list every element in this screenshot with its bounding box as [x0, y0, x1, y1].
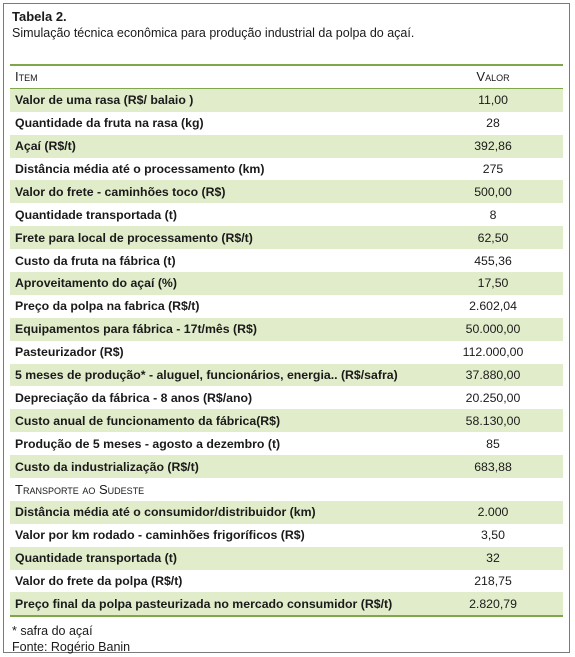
table-row — [10, 547, 563, 570]
row-value: 85 — [486, 436, 500, 451]
row-item: Distância média até o processamento (km) — [15, 162, 265, 176]
row-value: 2.000 — [477, 505, 509, 520]
table-row — [10, 364, 563, 387]
row-item: Custo anual de funcionamento da fábrica(R$) — [15, 413, 281, 428]
section-title: Transporte ao Sudeste — [15, 481, 145, 497]
row-item: Valor do frete - caminhões toco (R$) — [15, 184, 226, 199]
table-row — [10, 226, 563, 249]
table-row — [10, 318, 563, 341]
row-item: Equipamentos para fábrica - 17t/mês (R$) — [15, 322, 257, 337]
row-item: Valor de uma rasa (R$/ balaio ) — [15, 93, 194, 108]
row-item: Distância média até o consumidor/distribuidor (km) — [15, 505, 316, 520]
row-value: 275 — [482, 162, 504, 176]
table-row — [10, 570, 563, 593]
row-value: 11,00 — [478, 93, 508, 108]
table-subtitle: Simulação técnica econômica para produção industrial da polpa do açaí. — [12, 26, 415, 40]
row-item: Quantidade da fruta na rasa (kg) — [15, 116, 204, 131]
row-value: 32 — [486, 551, 500, 566]
section-title-row — [10, 478, 563, 501]
table-row — [10, 89, 563, 112]
row-item: Produção de 5 meses - agosto a dezembro (t) — [15, 436, 281, 451]
row-value: 2.602,04 — [469, 299, 517, 314]
row-value: 218,75 — [474, 574, 512, 589]
table-frame — [3, 3, 570, 653]
row-item: Valor por km rodado - caminhões frigoríficos (R$) — [15, 528, 305, 543]
table-row — [10, 386, 563, 409]
row-value: 58.130,00 — [465, 413, 521, 428]
table-row — [10, 341, 563, 364]
source-note: Fonte: Rogério Banin — [12, 640, 131, 654]
table-row — [10, 180, 563, 203]
row-item: Aproveitamento do açaí (%) — [15, 276, 177, 291]
row-value: 683,88 — [474, 459, 512, 474]
table-row — [10, 432, 563, 455]
footnote: * safra do açaí — [12, 624, 93, 638]
table-row — [10, 249, 563, 272]
column-header-item: Item — [15, 69, 38, 85]
row-value: 8 — [489, 207, 497, 222]
table-row — [10, 135, 563, 158]
row-value: 2.820,79 — [469, 596, 517, 611]
row-item: Custo da fruta na fábrica (t) — [15, 253, 176, 268]
row-item: Preço da polpa na fabrica (R$/t) — [15, 299, 200, 314]
table-row — [10, 295, 563, 318]
row-item: Preço final da polpa pasteurizada no mercado consumidor (R$/t) — [15, 596, 393, 611]
data-table — [10, 64, 563, 617]
table-row — [10, 524, 563, 547]
row-item: Frete para local de processamento (R$/t) — [15, 230, 253, 245]
table-header-row — [10, 66, 563, 89]
column-header-value: Valor — [476, 69, 510, 85]
row-value: 17,50 — [477, 276, 509, 291]
row-value: 62,50 — [477, 230, 509, 245]
row-value: 20.250,00 — [465, 390, 521, 405]
row-value: 3,50 — [481, 528, 505, 543]
table-row — [10, 409, 563, 432]
table-row — [10, 272, 563, 295]
table-caption — [12, 9, 414, 41]
table-row — [10, 501, 563, 524]
row-item: Custo da industrialização (R$/t) — [15, 459, 199, 474]
row-item: Açaí (R$/t) — [15, 139, 76, 154]
row-item: Quantidade transportada (t) — [15, 551, 177, 566]
row-item: Quantidade transportada (t) — [15, 207, 177, 222]
row-value: 500,00 — [474, 184, 512, 199]
row-item: Pasteurizador (R$) — [15, 345, 124, 360]
table-row — [10, 203, 563, 226]
table-title: Tabela 2. — [12, 9, 67, 24]
row-value: 392,86 — [474, 139, 512, 154]
row-value: 28 — [486, 116, 500, 131]
table-row — [10, 455, 563, 478]
row-value: 37.880,00 — [465, 368, 521, 383]
row-value: 455,36 — [474, 253, 512, 268]
table-footer — [12, 623, 130, 655]
row-item: Depreciação da fábrica - 8 anos (R$/ano) — [15, 390, 253, 405]
row-item: 5 meses de produção* - aluguel, funcionários, energia.. (R$/safra) — [15, 368, 398, 383]
table-row — [10, 112, 563, 135]
row-value: 112.000,00 — [462, 345, 524, 360]
table-row — [10, 592, 563, 615]
row-value: 50.000,00 — [465, 322, 521, 337]
table-row — [10, 158, 563, 181]
row-item: Valor do frete da polpa (R$/t) — [15, 574, 183, 589]
